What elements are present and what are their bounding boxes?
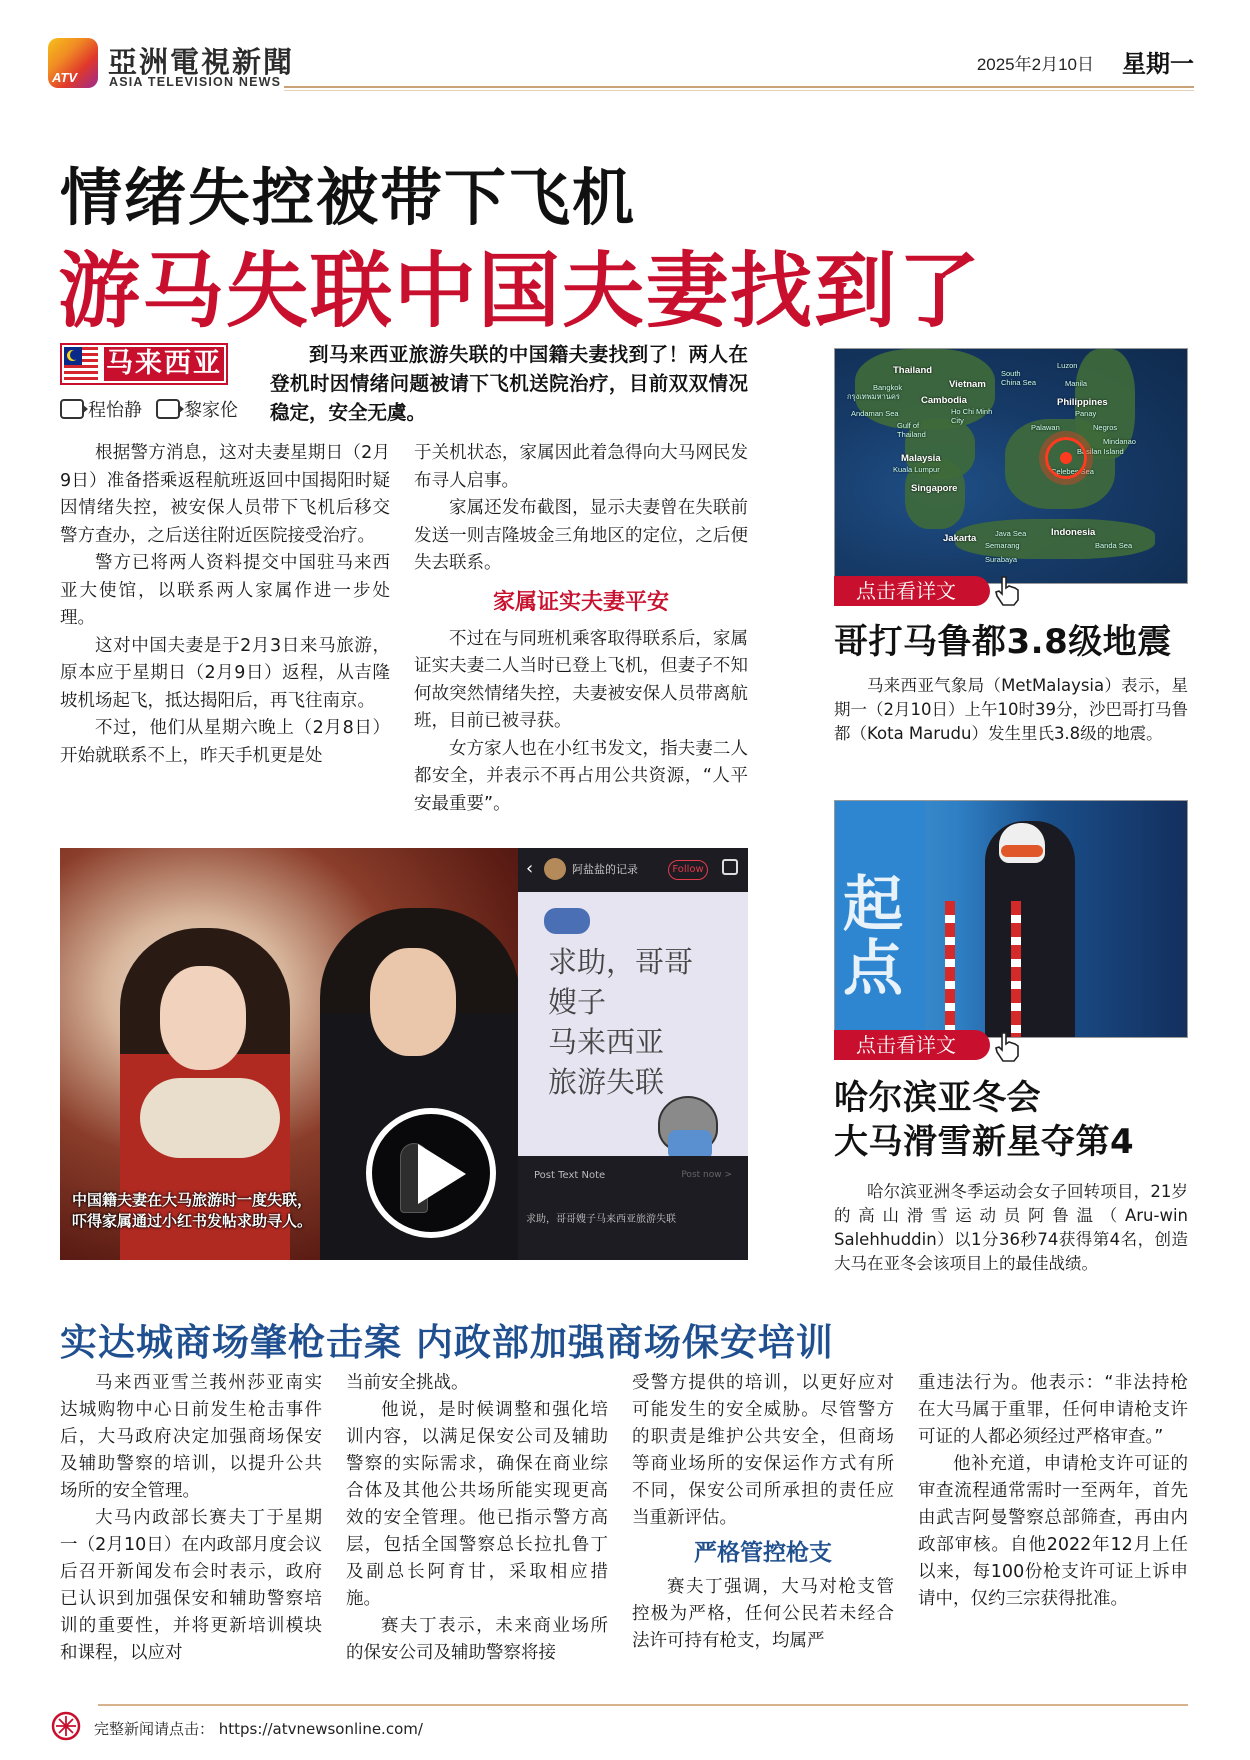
bottom-story-column-4 [918, 1370, 1188, 1613]
share-icon [722, 859, 738, 875]
side-story-2-title[interactable] [834, 1076, 1134, 1164]
pointing-hand-icon [992, 1030, 1022, 1062]
paragraph-continued: 当前安全挑战。 [346, 1373, 469, 1393]
atv-logo-icon[interactable] [48, 38, 98, 88]
bottom-story-column-1 [60, 1370, 322, 1667]
map-label: Singapore [911, 483, 958, 494]
caption-line: 吓得家属通过小红书发帖求助寻人。 [72, 1212, 313, 1230]
map-label: Surabaya [985, 555, 1018, 564]
map-label: Banda Sea [1095, 541, 1133, 550]
map-label: Basilan Island [1077, 447, 1124, 456]
side-story-2-body: 哈尔滨亚洲冬季运动会女子回转项目，21岁的高山滑雪运动员阿鲁温（Aru-win Salehhuddin）以1分36秒74获得第4名，创造大马在亚冬会该项目上的最佳战绩。 [834, 1182, 1188, 1273]
paragraph: 这对中国夫妻是于2月3日来马旅游，原本应于星期日（2月9日）返程，从吉隆坡机场起飞，抵达揭阳后，再飞往南京。 [60, 635, 390, 711]
map-label: กรุงเทพมหานคร [847, 392, 900, 401]
paragraph: 不过，他们从星期六晚上（2月8日）开始就联系不上，昨天手机更是处 [60, 718, 390, 766]
map-label: Bangkok [873, 383, 903, 392]
read-more-button[interactable]: 点击看详文 [834, 1030, 990, 1060]
map-label: Andaman Sea [851, 409, 899, 418]
paragraph: 家属还发布截图，显示夫妻曾在失联前发送一则吉隆坡金三角地区的定位，之后便失去联系。 [414, 498, 748, 573]
social-post-screenshot [518, 848, 748, 1260]
logo-chinese-name: 亞洲電視新聞 [108, 45, 295, 79]
bottom-story-column-2 [346, 1370, 608, 1667]
atv-seal-icon [48, 1710, 84, 1742]
issue-weekday: 星期一 [1122, 50, 1194, 78]
side-story-1-body: 马来西亚气象局（MetMalaysia）表示，星期一（2月10日）上午10时39分，沙巴哥打马鲁都（Kota Marudu）发生里氏3.8级的地震。 [834, 676, 1188, 743]
map-label: Kuala Lumpur [893, 465, 940, 474]
logo-badge: ATV [52, 70, 78, 85]
earthquake-map[interactable] [834, 348, 1188, 584]
map-label: Celebes Sea [1051, 467, 1094, 476]
paragraph: 马来西亚雪兰莪州莎亚南实达城购物中心日前发生枪击事件后，大马政府决定加强商场保安及辅助警察的培训，以提升公共场所的安全管理。 [60, 1373, 322, 1501]
paragraph-continued: 重违法行为。他表示：“非法持枪在大马属于重罪，任何申请枪支许可证的人都必须经过严格审查。” [918, 1373, 1188, 1447]
caption-line: 中国籍夫妻在大马旅游时一度失联， [72, 1191, 313, 1209]
footer-link[interactable]: 完整新闻请点击： https://atvnewsonline.com/ [94, 1720, 423, 1738]
main-story-column-1 [60, 440, 390, 770]
paragraph-continued: 受警方提供的培训，以更好应对可能发生的安全威胁。尽管警方的职责是维护公共安全，但商场等商业场所的安保运作方式有所不同，保安公司所承担的责任应当重新评估。 [632, 1373, 894, 1528]
side-story-1-title[interactable]: 哥打马鲁都3.8级地震 [834, 622, 1172, 662]
map-label: Java Sea [995, 529, 1027, 538]
paragraph-continued: 于关机状态，家属因此着急得向大马网民发布寻人启事。 [414, 443, 748, 491]
map-label: Malaysia [901, 453, 941, 464]
note-line: 求助，哥哥 [548, 945, 694, 979]
post-footer [518, 1156, 748, 1260]
reporter-1 [60, 396, 142, 422]
main-story-column-2 [414, 440, 748, 818]
region-tag [60, 343, 228, 385]
title-line: 哈尔滨亚冬会 [834, 1078, 1041, 1118]
skier-helmet [999, 823, 1045, 863]
note-line: 嫂子 [548, 985, 607, 1019]
map-label: Palawan [1031, 423, 1060, 432]
paragraph: 他说，是时候调整和强化培训内容，以满足保安公司及辅助警察的实际需求，确保在商业综合体及其他公共场所能实现更高效的安全管理。他已指示警方高层，包括全国警察总长拉扎鲁丁及副总长阿育甘，采取相应措施。 [346, 1400, 608, 1609]
map-label: Negros [1093, 423, 1118, 432]
reporter-name: 黎家伦 [184, 400, 238, 421]
slalom-pole [1011, 901, 1021, 1038]
sticker-icon [544, 908, 590, 934]
main-headline-line2: 游马失联中国夫妻找到了 [58, 244, 983, 339]
map-label: Thailand [893, 365, 933, 376]
paragraph: 赛夫丁强调，大马对枪支管控极为严格，任何公民若未经合法许可持有枪支，均属严 [632, 1577, 894, 1651]
camera-operator-icon [156, 399, 180, 419]
chevron-left-icon: ‹ [526, 858, 534, 879]
map-label: Semarang [985, 541, 1020, 550]
map-label: Cambodia [921, 395, 967, 406]
follow-button: Follow [668, 860, 708, 880]
map-label: Philippines [1057, 397, 1108, 408]
map-label: Ho Chi Minh City [951, 407, 993, 425]
map-label: Jakarta [943, 533, 977, 544]
region-tag-label: 马来西亚 [106, 348, 222, 379]
reporter-2 [156, 396, 238, 422]
map-label: Indonesia [1051, 527, 1096, 538]
pointing-hand-icon [992, 574, 1022, 606]
header-divider [284, 86, 1194, 88]
note-line: 旅游失联 [548, 1065, 665, 1099]
malaysia-flag-icon [64, 347, 98, 381]
earthquake-marker-icon [1045, 437, 1087, 479]
read-more-button[interactable]: 点击看详文 [834, 576, 990, 606]
post-now-label: Post now > [681, 1170, 732, 1180]
post-footer-text: 求助，哥哥嫂子马来西亚旅游失联 [526, 1214, 676, 1225]
header-divider-thin [284, 90, 1194, 91]
paragraph: 女方家人也在小红书发文，指夫妻二人都安全，并表示不再占用公共资源，“人平安最重要”。 [414, 738, 748, 814]
map-label: Mindanao [1103, 437, 1136, 446]
logo-english-name: ASIA TELEVISION NEWS [109, 75, 282, 89]
title-line: 大马滑雪新星夺第4 [834, 1122, 1135, 1162]
lead-paragraph: 到马来西亚旅游失联的中国籍夫妻找到了！两人在登机时因情绪问题被请下飞机送院治疗，目前双双情况稳定，安全无虞。 [270, 343, 748, 424]
post-text-note-label: Post Text Note [534, 1170, 606, 1181]
footer-divider [98, 1704, 1188, 1706]
paragraph: 他补充道，申请枪支许可证的审查流程通常需时一至两年，首先由武吉阿曼警察总部筛查，再由内政部审核。自他2022年12月上任以来，每100份枪支许可证上诉申请中，仅约三宗获得批准。 [918, 1454, 1188, 1609]
masthead [48, 38, 1194, 94]
play-button-icon[interactable] [366, 1108, 496, 1238]
map-label: Luzon [1057, 361, 1078, 370]
reporter-byline [60, 396, 238, 422]
skier-photo[interactable] [834, 800, 1188, 1038]
paragraph: 大马内政部长赛夫丁于星期一（2月10日）在内政部月度会议后召开新闻发布会时表示，政府已认识到加强保安和辅助警察培训的重要性，并将更新培训模块和课程，以应对 [60, 1508, 322, 1663]
main-headline-line1: 情绪失控被带下飞机 [60, 161, 637, 234]
bottom-story-column-3 [632, 1370, 894, 1655]
issue-date: 2025年2月10日 [976, 55, 1094, 74]
reporter-name: 程怡静 [88, 400, 142, 421]
skier-goggles [1001, 845, 1043, 857]
paragraph: 不过在与同班机乘客取得联系后，家属证实夫妻二人当时已登上飞机，但妻子不知何故突然情绪失控，夫妻被安保人员带离航班，目前已被寻获。 [414, 628, 748, 731]
video-camera-icon [60, 399, 84, 419]
map-label: South China Sea [1001, 369, 1037, 387]
map-label: Gulf of Thailand [897, 421, 926, 439]
section-subhead: 家属证实夫妻平安 [492, 589, 669, 615]
start-sign-text: 起点 [843, 870, 903, 1004]
paragraph: 赛夫丁表示，未来商业场所的保安公司及辅助警察将接 [346, 1616, 608, 1663]
section-subhead: 严格管控枪支 [694, 1540, 832, 1566]
bottom-story-title: 实达城商场肇枪击案 内政部加强商场保安培训 [60, 1321, 834, 1364]
post-note-text [548, 942, 693, 1102]
paragraph: 根据警方消息，这对夫妻星期日（2月9日）准备搭乘返程航班返回中国揭阳时疑因情绪失控，被安保人员带下飞机后移交警方查办，之后送往附近医院接受治疗。 [60, 443, 390, 546]
post-header [518, 848, 748, 892]
avatar [544, 858, 566, 880]
paragraph: 警方已将两人资料提交中国驻马来西亚大使馆，以联系两人家属作进一步处理。 [60, 553, 390, 628]
map-label: Panay [1075, 409, 1097, 418]
slalom-pole [945, 901, 955, 1038]
map-label: Manila [1065, 379, 1088, 388]
post-username: 阿盐盐的记录 [572, 863, 638, 876]
map-label: Vietnam [949, 379, 986, 390]
note-line: 马来西亚 [548, 1025, 665, 1059]
